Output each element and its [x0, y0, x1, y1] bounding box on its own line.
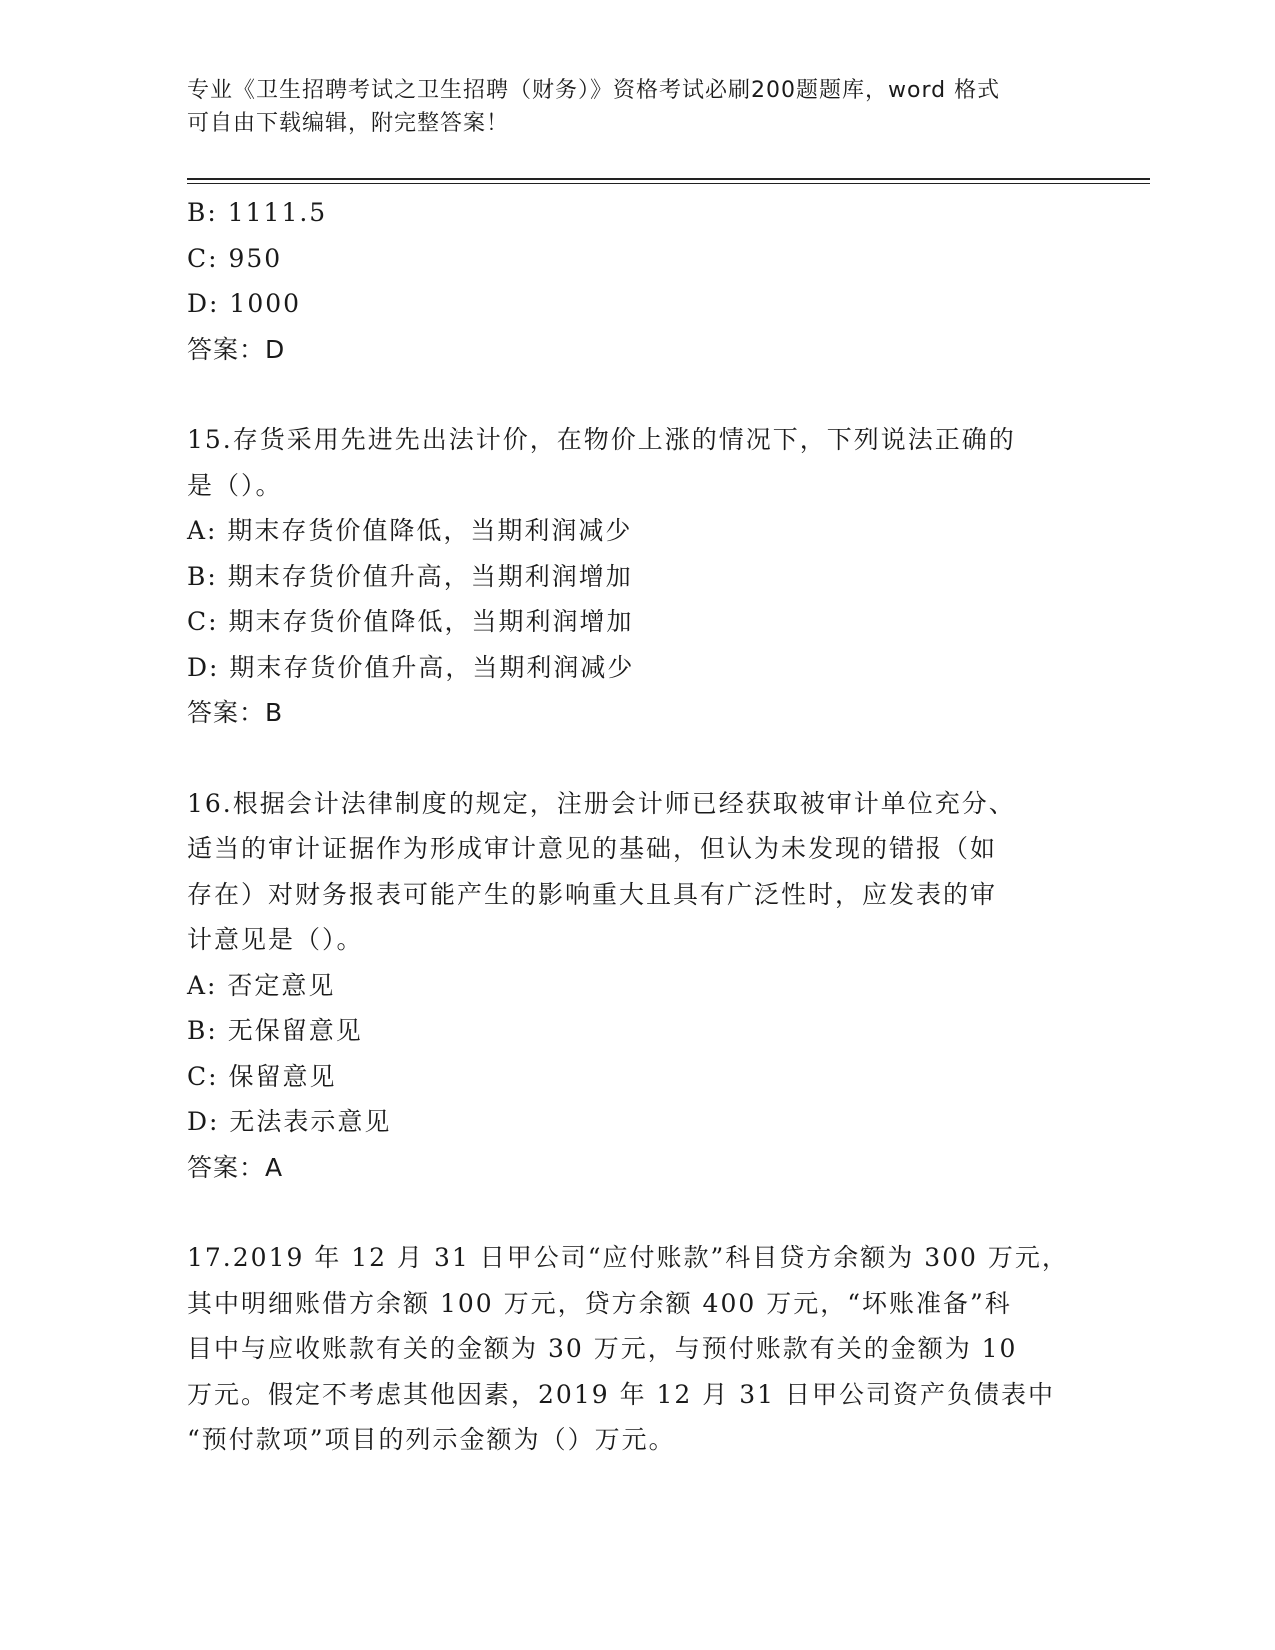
question-text-line: 是（）。: [187, 470, 283, 500]
option-d: D: 无法表示意见: [187, 1107, 392, 1136]
question-text-line: 适当的审计证据作为形成审计意见的基础，但认为未发现的错报（如: [187, 834, 998, 863]
question-17: [187, 1235, 1087, 1463]
answer-line: 答案：D: [187, 334, 286, 364]
question-text-line: 存在）对财务报表可能产生的影响重大且具有广泛性时，应发表的审: [187, 879, 998, 909]
question-15: [187, 417, 1087, 736]
option-b: B: 期末存货价值升高，当期利润增加: [187, 561, 633, 591]
question-16: [187, 781, 1087, 1191]
question-content: [187, 190, 1087, 1463]
header-line: 专业《卫生招聘考试之卫生招聘（财务）》资格考试必刷200题题库，word 格式: [187, 78, 1001, 103]
header-divider-thick: [187, 178, 1150, 180]
option-b: B: 无保留意见: [187, 1016, 363, 1045]
option-a: A: 期末存货价值降低，当期利润减少: [187, 516, 633, 545]
question-text-line: 目中与应收账款有关的金额为 30 万元，与预付账款有关的金额为 10: [187, 1334, 1018, 1363]
document-header: [187, 74, 1067, 140]
question-text-line: 16.根据会计法律制度的规定，注册会计师已经获取被审计单位充分、: [187, 788, 1016, 818]
option-d: D: 1000: [187, 289, 302, 318]
answer-line: 答案：B: [187, 698, 284, 727]
question-text-line: 17.2019 年 12 月 31 日甲公司“应付账款”科目贷方余额为 300 万元，: [187, 1243, 1069, 1272]
option-b: B: 1111.5: [187, 198, 328, 227]
option-a: A: 否定意见: [187, 970, 336, 1000]
header-divider-thin: [187, 183, 1150, 184]
header-line: 可自由下载编辑，附完整答案！: [187, 111, 510, 136]
answer-line: 答案：A: [187, 1152, 284, 1182]
spacer: [187, 372, 1087, 417]
spacer: [187, 1190, 1087, 1235]
option-c: C: 950: [187, 243, 283, 273]
question-text-line: 万元。假定不考虑其他因素，2019 年 12 月 31 日甲公司资产负债表中: [187, 1379, 1055, 1409]
option-c: C: 保留意见: [187, 1061, 337, 1091]
question-text-line: 其中明细账借方余额 100 万元，贷方余额 400 万元，“坏账准备”科: [187, 1288, 1012, 1318]
option-d: D: 期末存货价值升高，当期利润减少: [187, 652, 635, 682]
previous-question-block: [187, 190, 1087, 372]
question-text-line: 计意见是（）。: [187, 925, 364, 954]
question-text-line: “预付款项”项目的列示金额为（）万元。: [187, 1425, 676, 1454]
option-c: C: 期末存货价值降低，当期利润增加: [187, 607, 634, 636]
spacer: [187, 736, 1087, 781]
question-text-line: 15.存货采用先进先出法计价，在物价上涨的情况下，下列说法正确的: [187, 425, 1016, 454]
